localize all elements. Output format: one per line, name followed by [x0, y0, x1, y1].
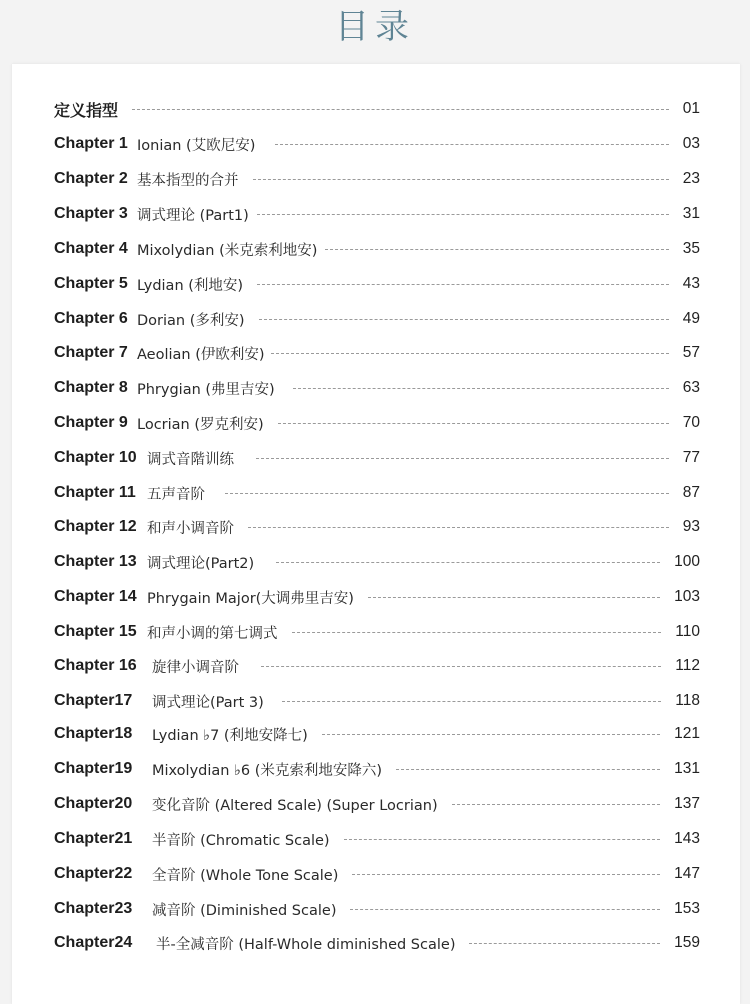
chapter-title: Ionian (艾欧尼安) [137, 137, 256, 154]
chapter-title: Mixolydian ♭6 (米克索利地安降六) [152, 762, 383, 779]
page-number: 121 [674, 725, 700, 742]
chapter-label: Chapter 10 [54, 449, 137, 466]
chapter-title: Lydian ♭7 (利地安降七) [152, 727, 308, 744]
toc-entry[interactable] [54, 98, 700, 120]
chapter-label: Chapter 13 [54, 553, 137, 570]
chapter-title: 半音阶 (Chromatic Scale) [152, 832, 330, 849]
dotted-leader [292, 632, 662, 634]
page-number: 63 [682, 379, 700, 396]
chapter-label: Chapter 6 [54, 310, 128, 327]
dotted-leader [452, 804, 661, 806]
dotted-leader [350, 909, 660, 911]
page-number: 153 [674, 900, 700, 917]
chapter-title: Lydian (利地安) [137, 277, 244, 294]
page-number: 35 [682, 240, 700, 257]
dotted-leader [396, 769, 660, 771]
dotted-leader [278, 423, 669, 425]
dotted-leader [344, 839, 661, 841]
dotted-leader [248, 527, 669, 529]
page-number: 23 [682, 170, 700, 187]
chapter-title: 调式音階训练 [147, 451, 234, 468]
page-number: 147 [674, 865, 700, 882]
page-title: 目录 [335, 7, 415, 47]
chapter-label: Chapter 8 [54, 379, 128, 396]
chapter-title: 调式理论(Part 3) [152, 694, 264, 711]
chapter-title: Locrian (罗克利安) [137, 416, 264, 433]
chapter-title: 调式理论(Part2) [147, 555, 255, 572]
toc-entry[interactable] [54, 133, 700, 155]
dotted-leader [282, 701, 662, 703]
chapter-label: Chapter24 [54, 934, 133, 951]
chapter-title: Dorian (多利安) [137, 312, 245, 329]
page-number: 131 [674, 760, 700, 777]
toc-entry[interactable] [54, 447, 700, 469]
chapter-label: Chapter 16 [54, 657, 137, 674]
chapter-label: Chapter 11 [54, 484, 136, 501]
chapter-title: 和声小调音阶 [147, 520, 234, 537]
dotted-leader [257, 214, 669, 216]
chapter-title: 调式理论 (Part1) [137, 207, 249, 224]
chapter-label: Chapter21 [54, 830, 133, 847]
page-number: 100 [674, 553, 700, 570]
toc-entry[interactable] [54, 932, 700, 954]
dotted-leader [256, 458, 669, 460]
chapter-label: Chapter22 [54, 865, 133, 882]
dotted-leader [368, 597, 660, 599]
dotted-leader [257, 284, 669, 286]
dotted-leader [225, 493, 669, 495]
toc-entry[interactable] [54, 516, 700, 538]
chapter-label: 定义指型 [54, 102, 119, 120]
page-number: 103 [674, 588, 700, 605]
dotted-leader [293, 388, 669, 390]
chapter-title: 全音阶 (Whole Tone Scale) [152, 867, 339, 884]
page-number: 70 [682, 414, 700, 431]
page-number: 43 [682, 275, 700, 292]
page-number: 112 [675, 657, 700, 674]
chapter-title: 减音阶 (Diminished Scale) [152, 902, 337, 919]
chapter-label: Chapter 7 [54, 344, 128, 361]
dotted-leader [469, 943, 660, 945]
page-number: 137 [674, 795, 700, 812]
toc-entry[interactable] [54, 482, 700, 504]
toc-entry[interactable] [54, 898, 700, 920]
chapter-label: Chapter17 [54, 692, 133, 709]
chapter-title: 旋律小调音阶 [152, 659, 239, 676]
chapter-title: Phrygian (弗里吉安) [137, 381, 275, 398]
dotted-leader [253, 179, 669, 181]
page-number: 57 [682, 344, 700, 361]
dotted-leader [325, 249, 668, 251]
chapter-title: 五声音阶 [147, 486, 205, 503]
page-number: 143 [674, 830, 700, 847]
toc-entry[interactable] [54, 690, 700, 712]
page-number: 77 [682, 449, 700, 466]
page-number: 87 [682, 484, 700, 501]
chapter-title: 和声小调的第七调式 [147, 625, 278, 642]
toc-entry[interactable] [54, 621, 700, 643]
chapter-title: 基本指型的合并 [137, 172, 239, 189]
dotted-leader [132, 109, 669, 111]
toc-entry[interactable] [54, 273, 700, 295]
page-number: 01 [682, 100, 700, 117]
toc-entry[interactable] [54, 168, 700, 190]
dotted-leader [276, 562, 660, 564]
page-number: 159 [674, 934, 700, 951]
toc-entry[interactable] [54, 723, 700, 745]
chapter-title: 变化音阶 (Altered Scale) (Super Locrian) [152, 797, 438, 814]
chapter-label: Chapter23 [54, 900, 133, 917]
dotted-leader [259, 319, 669, 321]
page-number: 93 [682, 518, 700, 535]
chapter-label: Chapter 1 [54, 135, 128, 152]
toc-entry[interactable] [54, 377, 700, 399]
chapter-label: Chapter19 [54, 760, 133, 777]
toc-entry[interactable] [54, 551, 700, 573]
toc-entry[interactable] [54, 655, 700, 677]
dotted-leader [275, 144, 668, 146]
toc-entry[interactable] [54, 758, 700, 780]
chapter-title: Mixolydian (米克索利地安) [137, 242, 318, 259]
page-number: 31 [682, 205, 700, 222]
page-number: 03 [682, 135, 700, 152]
dotted-leader [261, 666, 661, 668]
toc-entry[interactable] [54, 586, 700, 608]
chapter-title: 半-全减音阶 (Half-Whole diminished Scale) [156, 936, 456, 953]
chapter-label: Chapter 4 [54, 240, 128, 257]
dotted-leader [322, 734, 660, 736]
toc-entry[interactable] [54, 863, 700, 885]
chapter-label: Chapter20 [54, 795, 133, 812]
page-number: 118 [675, 692, 700, 709]
toc-entry[interactable] [54, 793, 700, 815]
toc-card [12, 64, 740, 1004]
dotted-leader [271, 353, 669, 355]
toc-entry[interactable] [54, 238, 700, 260]
toc-entry[interactable] [54, 412, 700, 434]
chapter-label: Chapter 9 [54, 414, 128, 431]
chapter-label: Chapter 12 [54, 518, 137, 535]
chapter-label: Chapter 5 [54, 275, 128, 292]
toc-entry[interactable] [54, 828, 700, 850]
page-number: 110 [675, 623, 700, 640]
chapter-label: Chapter 15 [54, 623, 137, 640]
chapter-label: Chapter 3 [54, 205, 128, 222]
chapter-label: Chapter 2 [54, 170, 128, 187]
toc-entry[interactable] [54, 342, 700, 364]
dotted-leader [352, 874, 660, 876]
chapter-title: Phrygain Major(大调弗里吉安) [147, 590, 354, 607]
page-number: 49 [682, 310, 700, 327]
chapter-title: Aeolian (伊欧利安) [137, 346, 265, 363]
toc-entry[interactable] [54, 203, 700, 225]
chapter-label: Chapter 14 [54, 588, 137, 605]
chapter-label: Chapter18 [54, 725, 133, 742]
toc-entry[interactable] [54, 308, 700, 330]
